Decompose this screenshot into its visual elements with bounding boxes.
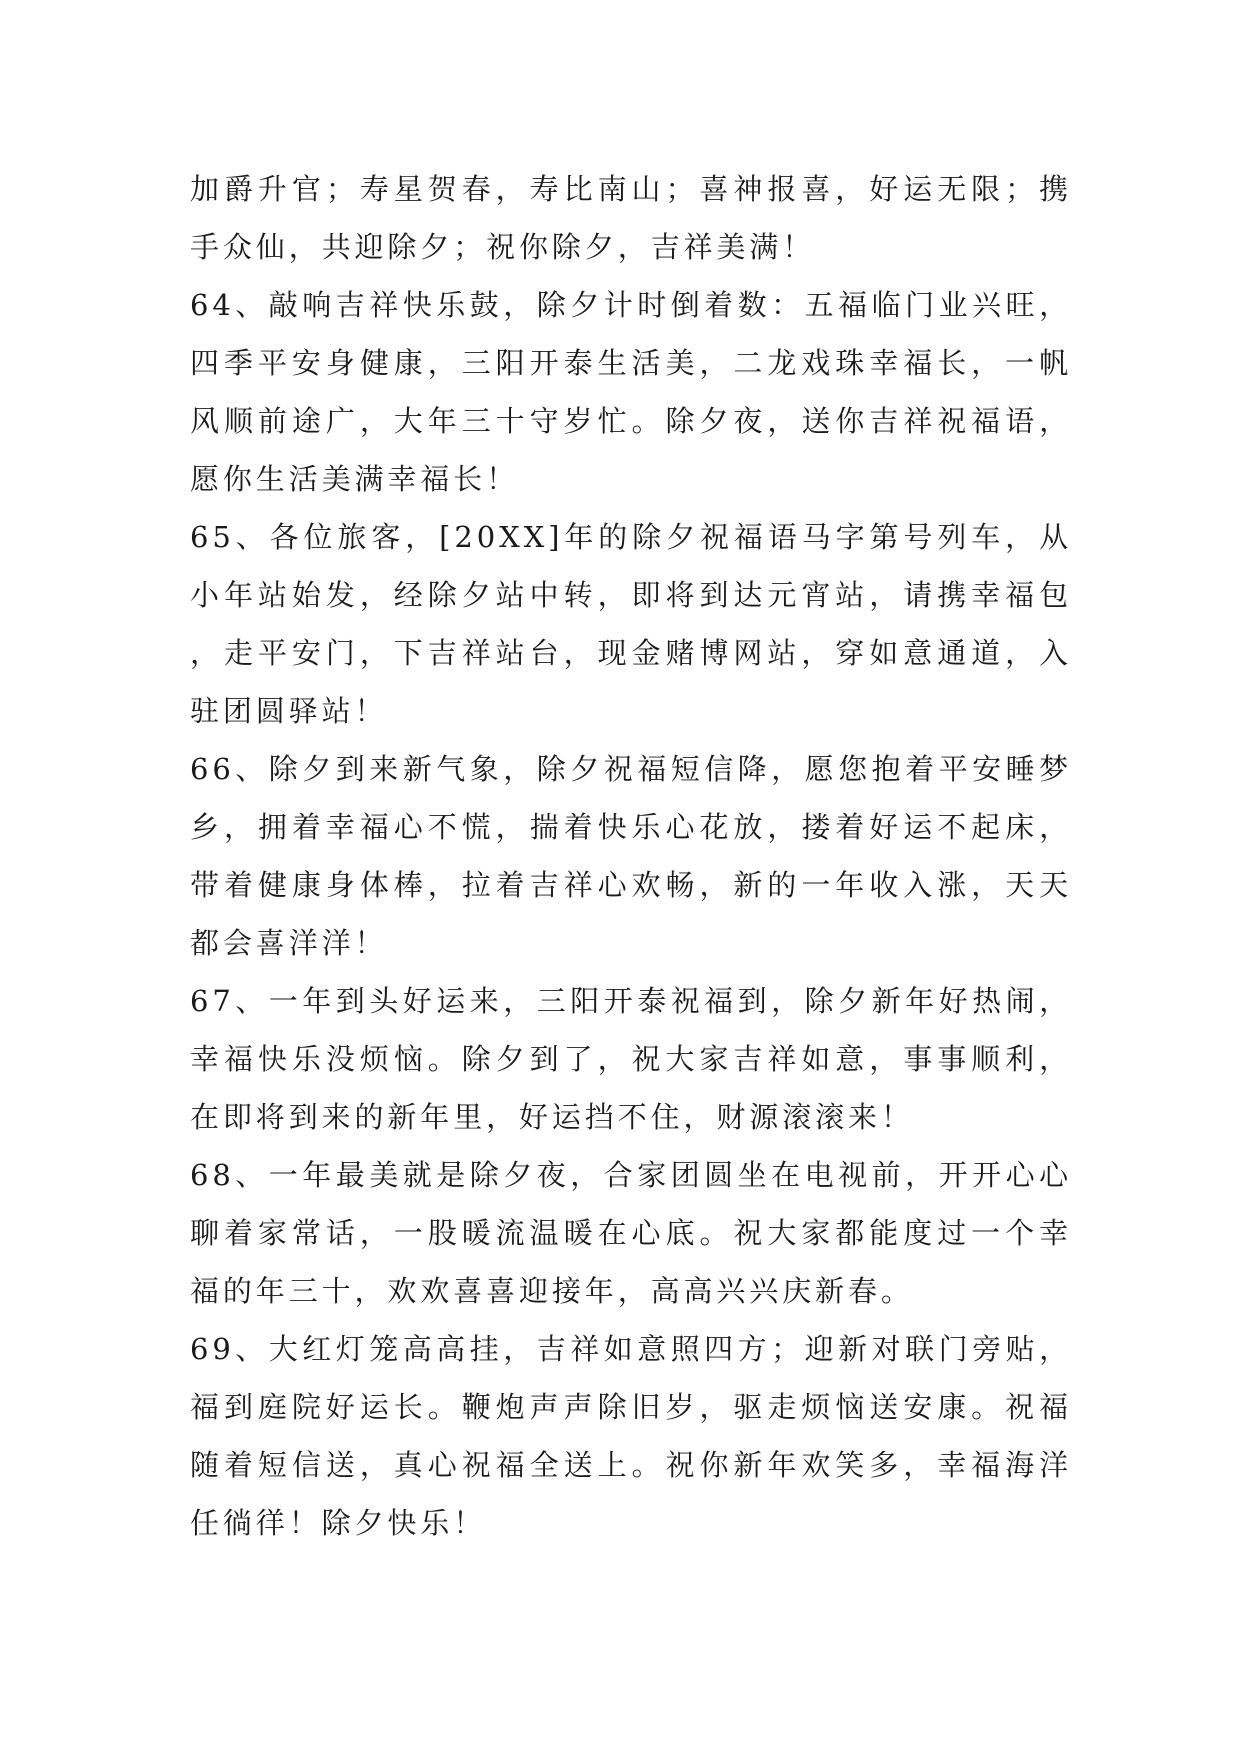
paragraph-65: 65、各位旅客，[20XX]年的除夕祝福语马字第号列车，从小年站始发，经除夕站中转，即将到达元宵站，请携幸福包，走平安门，下吉祥站台，现金赌博网站，穿如意通道，入驻团圆驿站！	[190, 520, 1072, 728]
document-body	[190, 160, 1072, 1552]
paragraph-67: 67、一年到头好运来，三阳开泰祝福到，除夕新年好热闹，幸福快乐没烦恼。除夕到了，祝大家吉祥如意，事事顺利，在即将到来的新年里，好运挡不住，财源滚滚来！	[190, 984, 1072, 1134]
paragraph-69: 69、大红灯笼高高挂，吉祥如意照四方；迎新对联门旁贴，福到庭院好运长。鞭炮声声除旧岁，驱走烦恼送安康。祝福随着短信送，真心祝福全送上。祝你新年欢笑多，幸福海洋任徜徉！除夕快乐！	[190, 1332, 1072, 1540]
paragraph-64: 64、敲响吉祥快乐鼓，除夕计时倒着数：五福临门业兴旺，四季平安身健康，三阳开泰生活美，二龙戏珠幸福长，一帆风顺前途广，大年三十守岁忙。除夕夜，送你吉祥祝福语，愿你生活美满幸福长！	[190, 288, 1072, 496]
paragraph-continuation: 加爵升官；寿星贺春，寿比南山；喜神报喜，好运无限；携手众仙，共迎除夕；祝你除夕，吉祥美满！	[190, 172, 1072, 264]
paragraph-66: 66、除夕到来新气象，除夕祝福短信降，愿您抱着平安睡梦乡，拥着幸福心不慌，揣着快乐心花放，搂着好运不起床，带着健康身体棒，拉着吉祥心欢畅，新的一年收入涨，天天都会喜洋洋！	[190, 752, 1072, 960]
paragraph-68: 68、一年最美就是除夕夜，合家团圆坐在电视前，开开心心聊着家常话，一股暖流温暖在心底。祝大家都能度过一个幸福的年三十，欢欢喜喜迎接年，高高兴兴庆新春。	[190, 1158, 1072, 1308]
